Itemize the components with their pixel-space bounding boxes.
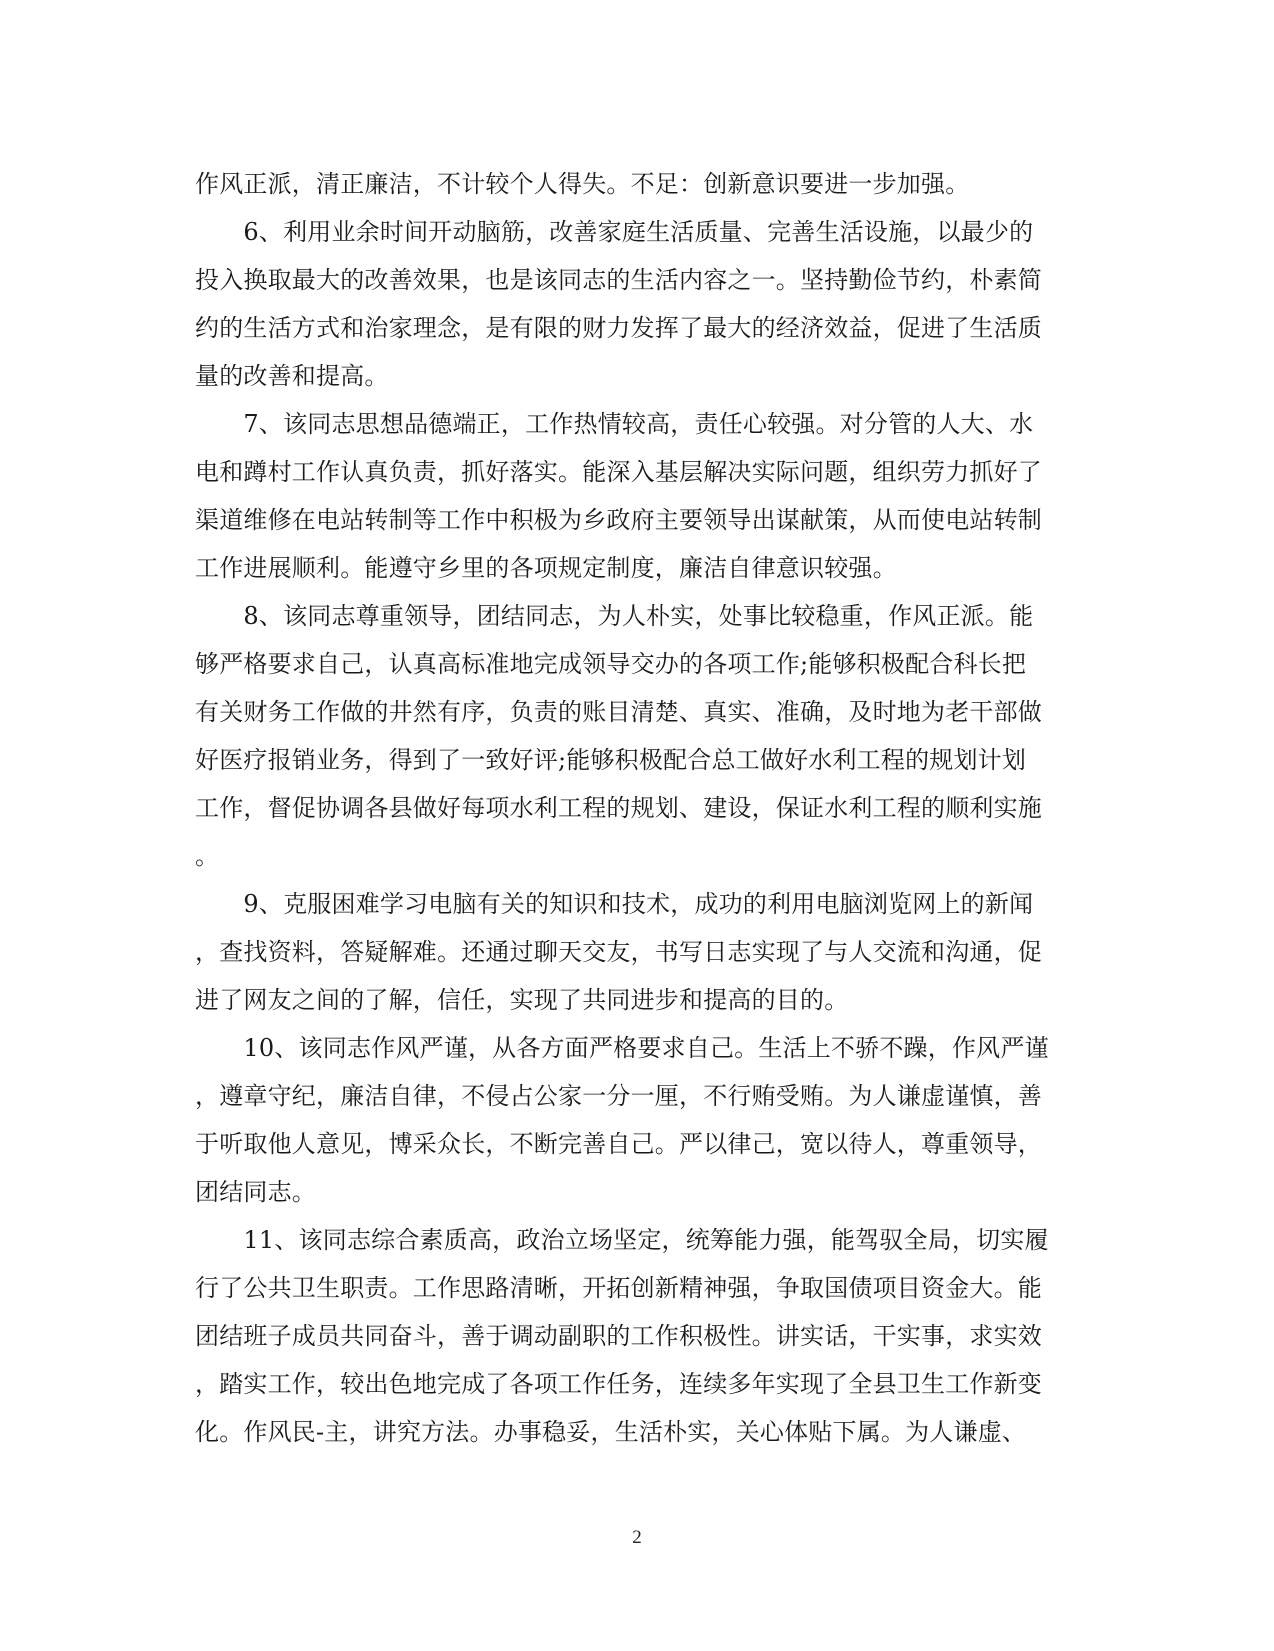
text-line: 进了网友之间的了解，信任，实现了共同进步和提高的目的。	[195, 986, 849, 1014]
text-line: 好医疗报销业务，得到了一致好评;能够积极配合总工做好水利工程的规划计划	[195, 746, 1027, 774]
text-line: 7、该同志思想品德端正，工作热情较高，责任心较强。对分管的人大、水	[195, 410, 1034, 438]
text-line: 10、该同志作风严谨，从各方面严格要求自己。生活上不骄不躁，作风严谨	[195, 1034, 1049, 1062]
text-line: 11、该同志综合素质高，政治立场坚定，统筹能力强，能驾驭全局，切实履	[195, 1226, 1049, 1254]
text-line: 约的生活方式和治家理念，是有限的财力发挥了最大的经济效益，促进了生活质	[195, 314, 1042, 342]
text-line: 工作，督促协调各县做好每项水利工程的规划、建设，保证水利工程的顺利实施	[195, 794, 1042, 822]
text-line: ，遵章守纪，廉洁自律，不侵占公家一分一厘，不行贿受贿。为人谦虚谨慎，善	[195, 1082, 1042, 1110]
text-line: 6、利用业余时间开动脑筋，改善家庭生活质量、完善生活设施，以最少的	[195, 218, 1034, 246]
page-number: 2	[632, 1527, 642, 1548]
text-line: 渠道维修在电站转制等工作中积极为乡政府主要领导出谋献策，从而使电站转制	[195, 506, 1042, 534]
text-line: 投入换取最大的改善效果，也是该同志的生活内容之一。坚持勤俭节约，朴素简	[195, 266, 1042, 294]
text-line: 够严格要求自己，认真高标准地完成领导交办的各项工作;能够积极配合科长把	[195, 650, 1027, 678]
text-line: 工作进展顺利。能遵守乡里的各项规定制度，廉洁自律意识较强。	[195, 554, 897, 582]
text-line: 量的改善和提高。	[195, 362, 389, 390]
body-text	[195, 160, 1071, 1456]
text-line: ，踏实工作，较出色地完成了各项工作任务，连续多年实现了全县卫生工作新变	[195, 1370, 1042, 1398]
text-line: 于听取他人意见，博采众长，不断完善自己。严以律己，宽以待人，尊重领导，	[195, 1130, 1042, 1158]
text-line: 行了公共卫生职责。工作思路清晰，开拓创新精神强，争取国债项目资金大。能	[195, 1274, 1042, 1302]
text-line: 团结班子成员共同奋斗，善于调动副职的工作积极性。讲实话，干实事，求实效	[195, 1322, 1042, 1350]
text-line: 电和蹲村工作认真负责，抓好落实。能深入基层解决实际问题，组织劳力抓好了	[195, 458, 1042, 486]
text-line: 9、克服困难学习电脑有关的知识和技术，成功的利用电脑浏览网上的新闻	[195, 890, 1034, 918]
text-line: ，查找资料，答疑解难。还通过聊天交友，书写日志实现了与人交流和沟通，促	[195, 938, 1042, 966]
text-line: 8、该同志尊重领导，团结同志，为人朴实，处事比较稳重，作风正派。能	[195, 602, 1034, 630]
text-line: 团结同志。	[195, 1178, 316, 1206]
text-line: 。	[195, 842, 220, 870]
text-line: 作风正派，清正廉洁，不计较个人得失。不足：创新意识要进一步加强。	[195, 170, 970, 198]
text-line: 化。作风民-主，讲究方法。办事稳妥，生活朴实，关心体贴下属。为人谦虚、	[195, 1418, 1027, 1446]
text-line: 有关财务工作做的井然有序，负责的账目清楚、真实、准确，及时地为老干部做	[195, 698, 1042, 726]
